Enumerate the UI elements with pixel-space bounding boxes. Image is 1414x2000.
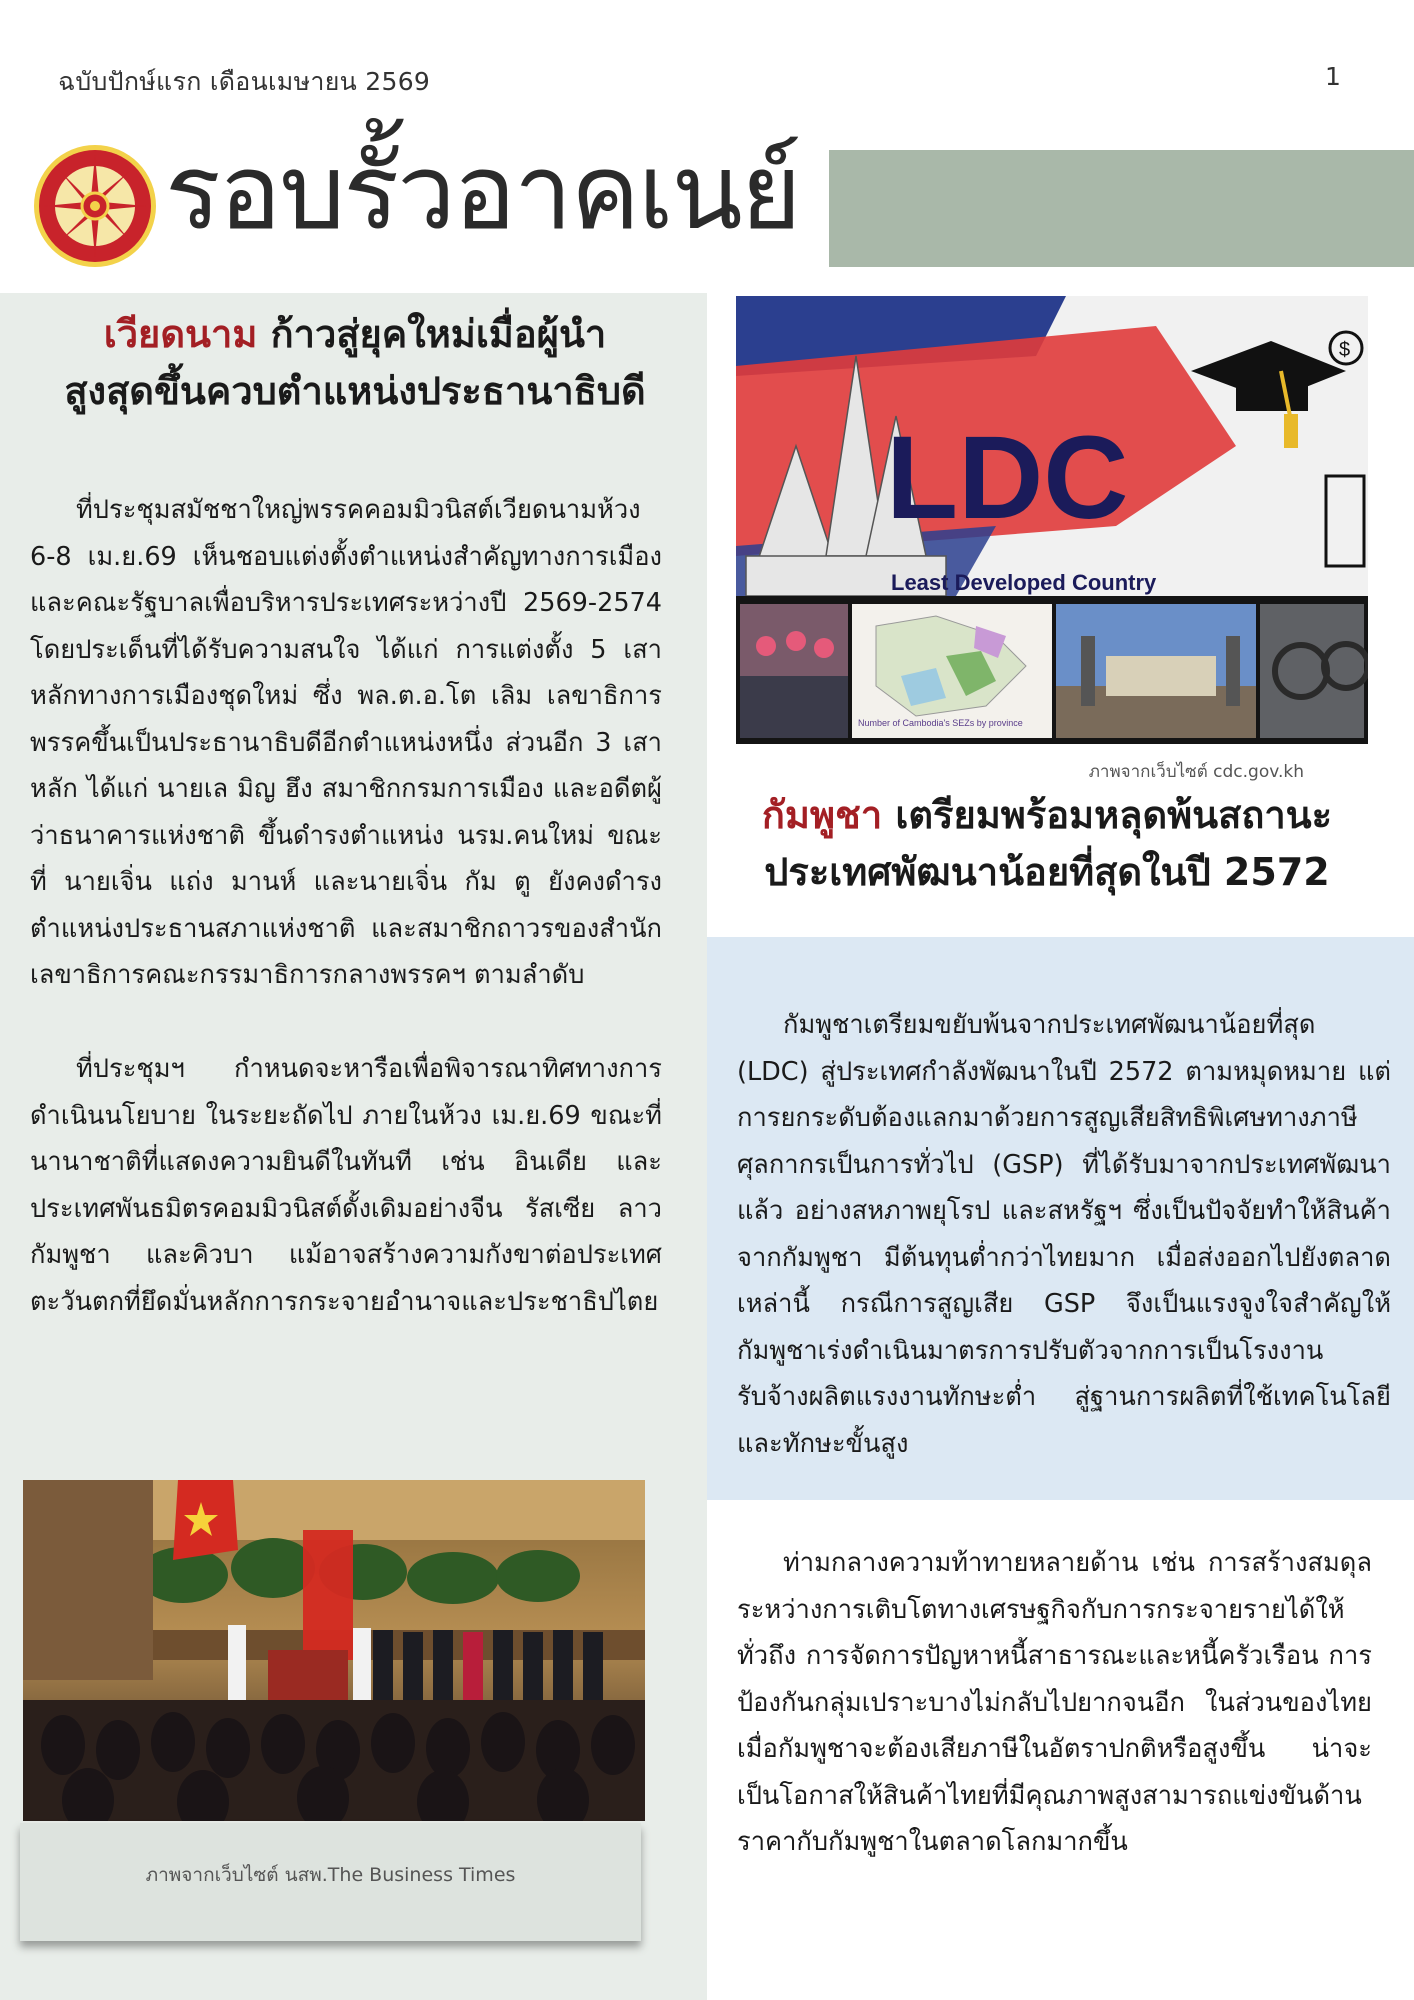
cambodia-paragraph-1: กัมพูชาเตรียมขยับพ้นจากประเทศพัฒนาน้อยที่สุด (LDC) สู่ประเทศกำลังพัฒนาในปี 2572 ตามหมุดหมาย แต่การยกระดับต้องแลกมาด้วยการสูญเสียสิทธิพิเศษทางภาษีศุลกากรเป็นการทั่วไป (GSP) ที่ได้รับมาจากประเทศพัฒนาแล้ว อย่างสหภาพยุโรป และสหรัฐฯ ซึ่งเป็นปัจจัยทำให้สินค้าจากกัมพูชา มีต้นทุนต่ำกว่าไทยมาก เมื่อส่งออกไปยังตลาดเหล่านี้ กรณีการสูญเสีย GSP จึงเป็นแรงจูงใจสำคัญให้กัมพูชาเร่งดำเนินมาตรการปรับตัวจากการเป็นโรงงานรับจ้างผลิตแรงงานทักษะต่ำ สู่ฐานการผลิตที่ใช้เทคโนโลยีและทักษะขั้นสูง	[737, 1010, 1391, 1459]
agency-seal-logo	[32, 143, 158, 269]
vietnam-headline-highlight: เวียดนาม	[103, 312, 258, 356]
ldc-big-text: LDC	[886, 412, 1129, 544]
cambodia-headline-line2: ประเทศพัฒนาน้อยที่สุดในปี 2572	[764, 850, 1330, 894]
cambodia-paragraph-2: ท่ามกลางความท้าทายหลายด้าน เช่น การสร้างสมดุลระหว่างการเติบโตทางเศรษฐกิจกับการกระจายรายได้ให้ทั่วถึง การจัดการปัญหาหนี้สาธารณะและหนี้ครัวเรือน การป้องกันกลุ่มเปราะบางไม่กลับไปยากจนอีก ในส่วนของไทย เมื่อกัมพูชาจะต้องเสียภาษีในอัตราปกติหรือสูงขึ้น น่าจะเป็นโอกาสให้สินค้าไทยที่มีคุณภาพสูงสามารถแข่งขันด้านราคากับกัมพูชาในตลาดโลกมากขึ้น	[737, 1548, 1372, 1857]
masthead-title: รอบรั้วอาคเนย์	[165, 131, 800, 253]
page-number: 1	[1325, 62, 1341, 91]
vietnam-photo-caption: ภาพจากเว็บไซต์ นสพ.The Business Times	[145, 1864, 516, 1886]
cambodia-headline-highlight: กัมพูชา	[761, 793, 883, 837]
ldc-subtitle-text: Least Developed Country	[891, 570, 1157, 595]
dollar-icon: $	[1339, 339, 1351, 361]
vietnam-headline	[20, 306, 690, 420]
vietnam-assembly-photo	[23, 1480, 645, 1821]
vietnam-paragraph-2: ที่ประชุมฯ กำหนดจะหารือเพื่อพิจารณาทิศทางการดำเนินนโยบาย ในระยะถัดไป ภายในห้วง เม.ย.69 ขณะที่นานาชาติที่แสดงความยินดีในทันที เช่น อินเดีย และประเทศพันธมิตรคอมมิวนิสต์ดั้งเดิมอย่างจีน รัสเซีย ลาว กัมพูชา และคิวบา แม้อาจสร้างความกังขาต่อประเทศตะวันตกที่ยึดมั่นหลักการกระจายอำนาจและประชาธิปไตย	[30, 1054, 662, 1317]
header-accent-band	[829, 150, 1414, 267]
vietnam-headline-rest: ก้าวสู่ยุคใหม่เมื่อผู้นำ	[257, 312, 607, 356]
cambodia-headline	[722, 787, 1372, 901]
cambodia-ldc-image	[736, 296, 1368, 744]
cambodia-headline-rest: เตรียมพร้อมหลุดพ้นสถานะ	[882, 793, 1333, 837]
vietnam-paragraph-1: ที่ประชุมสมัชชาใหญ่พรรคคอมมิวนิสต์เวียดนามห้วง 6-8 เม.ย.69 เห็นชอบแต่งตั้งตำแหน่งสำคัญทางการเมืองและคณะรัฐบาลเพื่อบริหารประเทศระหว่างปี 2569-2574 โดยประเด็นที่ได้รับความสนใจ ได้แก่ การแต่งตั้ง 5 เสาหลักทางการเมืองชุดใหม่ ซึ่ง พล.ต.อ.โต เลิม เลขาธิการพรรคขึ้นเป็นประธานาธิบดีอีกตำแหน่งหนึ่ง ส่วนอีก 3 เสาหลัก ได้แก่ นายเล มิญ ฮึง สมาชิกกรมการเมือง และอดีตผู้ว่าธนาคารแห่งชาติ ขึ้นดำรงตำแหน่ง นรม.คนใหม่ ขณะที่ นายเจิ่น แถ่ง มานห์ และนายเจิ่น กัม ตู ยังคงดำรงตำแหน่งประธานสภาแห่งชาติ และสมาชิกถาวรของสำนักเลขาธิการคณะกรรมาธิการกลางพรรคฯ ตามลำดับ	[30, 495, 662, 990]
cambodia-photo-caption: ภาพจากเว็บไซต์ cdc.gov.kh	[1088, 762, 1304, 782]
sez-map-label: Number of Cambodia's SEZs by province	[858, 718, 1023, 728]
edition-label: ฉบับปักษ์แรก เดือนเมษายน 2569	[58, 67, 431, 96]
vietnam-headline-line2: สูงสุดขึ้นควบตำแหน่งประธานาธิบดี	[64, 369, 646, 413]
